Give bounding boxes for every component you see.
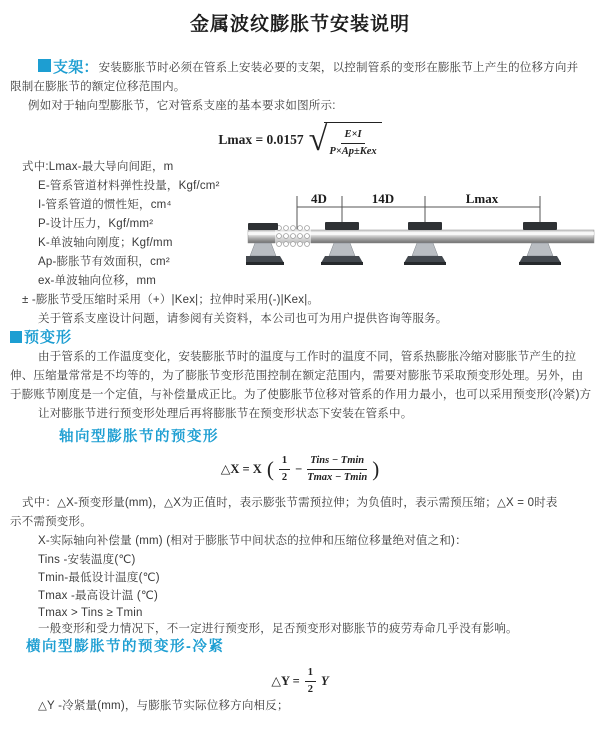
axial-line: X-实际轴向补偿量 (mm) (相对于膨胀节中间状态的拉伸和压缩位移量绝对值之和)： xyxy=(38,535,467,547)
pipe-support xyxy=(321,222,363,265)
fraction-numerator: 1 xyxy=(279,454,290,470)
var-line: Ap-膨胀节有效面积，cm² xyxy=(38,256,170,268)
section-square-icon xyxy=(10,331,22,343)
predeform-para-line: 让对膨胀节进行预变形处理后再将膨胀节在预变形状态下安装在管系中。 xyxy=(38,408,413,420)
fraction-denominator: Tmax − Tmin xyxy=(307,471,368,483)
axial-line: Tmin-最低设计温度(℃) xyxy=(38,572,160,584)
axial-formula-lhs: △X = X xyxy=(220,461,262,476)
support-line1-text: 安装膨胀节时必须在管系上安装必要的支架，以控制管系的变形在膨胀节上产生的位移方向并 xyxy=(98,62,579,74)
half-fraction xyxy=(279,454,290,484)
support-section-line2: 限制在膨胀节的额定位移范围内。 xyxy=(10,81,186,93)
axial-line: 示不需预变形。 xyxy=(10,516,92,528)
axial-line: Tmax -最高设计温 (℃) xyxy=(38,590,159,602)
var-line: K-单波轴向刚度；Kgf/mm xyxy=(38,237,173,249)
pipe-support xyxy=(404,222,446,265)
lmax-formula-lhs: Lmax = 0.0157 xyxy=(218,132,304,148)
page-title: 金属波纹膨胀节安装说明 xyxy=(189,14,410,35)
fraction-numerator: E×I xyxy=(341,128,364,144)
support-section-heading: 支架： xyxy=(53,59,99,76)
predeform-para-line: 由于管系的工作温度变化，安装膨胀节时的温度与工作时的温度不同，管系热膨胀冷缩对膨胀节产生的拉 xyxy=(38,351,577,363)
lateral-formula-rhs: Y xyxy=(321,673,329,688)
radical-sign: √ xyxy=(308,120,328,158)
plusminus-note: ± -膨胀节受压缩时采用（+）|Kex|；拉伸时采用(-)|Kex|。 xyxy=(22,294,320,306)
lateral-predeform-formula xyxy=(0,666,600,696)
axial-subsection-heading: 轴向型膨胀节的预变形 xyxy=(59,429,219,445)
pipe-support-diagram xyxy=(246,190,598,290)
predeform-para-line: 于膨账节刚度是一个定值，与补偿量成正比。为了使膨胀节位移对管系的作用力最小，也可以采用预变形(冷紧)方 xyxy=(10,389,592,401)
dim-label-14d: 14D xyxy=(371,191,395,206)
var-line: P-设计压力，Kgf/mm² xyxy=(38,218,154,230)
dim-label-lmax: Lmax xyxy=(465,191,499,206)
axial-line: Tins -安装温度(℃) xyxy=(38,554,136,566)
open-paren: ( xyxy=(266,456,274,481)
support-section-line3: 例如对于轴向型膨胀节，它对管系支座的基本要求如图所示: xyxy=(28,100,336,112)
dim-label-4d: 4D xyxy=(311,191,327,206)
fraction-numerator: Tins − Tmin xyxy=(307,454,367,470)
lateral-note: △Y -冷紧量(mm)，与膨胀节实际位移方向相反； xyxy=(38,700,289,712)
close-paren: ) xyxy=(372,456,380,481)
pipe-support xyxy=(519,222,561,265)
fraction-denominator: P×Ap±Kex xyxy=(329,145,377,157)
lateral-formula-lhs: △Y = xyxy=(271,673,300,688)
predeform-section-heading xyxy=(10,329,72,347)
predeform-para-line: 伸、压缩量常常是不均等的，为了膨胀节变形范围控制在额定范围内，需要对膨胀节采取预变形处理。另外，由 xyxy=(10,370,584,382)
half-fraction xyxy=(305,666,316,696)
fraction-denominator: 2 xyxy=(281,471,288,483)
axial-line: 一般变形和受力情况下，不一定进行预变形，足否预变形对膨胀节的疲劳寿命几乎没有影响。 xyxy=(38,623,518,635)
temperature-fraction xyxy=(307,454,367,484)
lmax-formula xyxy=(0,122,600,158)
var-line: I-管系管道的惯性矩，cm⁴ xyxy=(38,199,172,211)
axial-predeform-formula xyxy=(0,454,600,484)
axial-line: 式中：△X-预变形量(mm)，△X为正值时，表示膨张节需预拉伸；为负值时，表示需预压缩；△X = 0时表 xyxy=(22,497,558,509)
var-line: ex-单波轴向位移，mm xyxy=(38,275,157,287)
fraction-denominator: 2 xyxy=(307,683,314,695)
support-note: 关于管系支座设计问题，请参阅有关资料，本公司也可为用户提供咨询等服务。 xyxy=(38,313,448,325)
minus-sign: − xyxy=(295,461,303,476)
support-section-line1 xyxy=(38,59,578,76)
var-line: 式中:Lmax-最大导向间距，m xyxy=(22,161,174,173)
section-square-icon xyxy=(38,59,51,72)
sqrt-radical xyxy=(309,122,382,158)
predeform-heading-text: 预变形 xyxy=(24,329,73,346)
lateral-subsection-heading: 横向型膨胀节的预变形-冷紧 xyxy=(26,639,225,655)
fraction-numerator: 1 xyxy=(305,666,316,682)
lmax-formula-fraction xyxy=(329,128,376,158)
var-line: E-管系管道材料弹性投量，Kgf/cm² xyxy=(38,180,220,192)
axial-line: Tmax > Tins ≥ Tmin xyxy=(38,607,143,619)
bellows-icon xyxy=(275,226,311,247)
